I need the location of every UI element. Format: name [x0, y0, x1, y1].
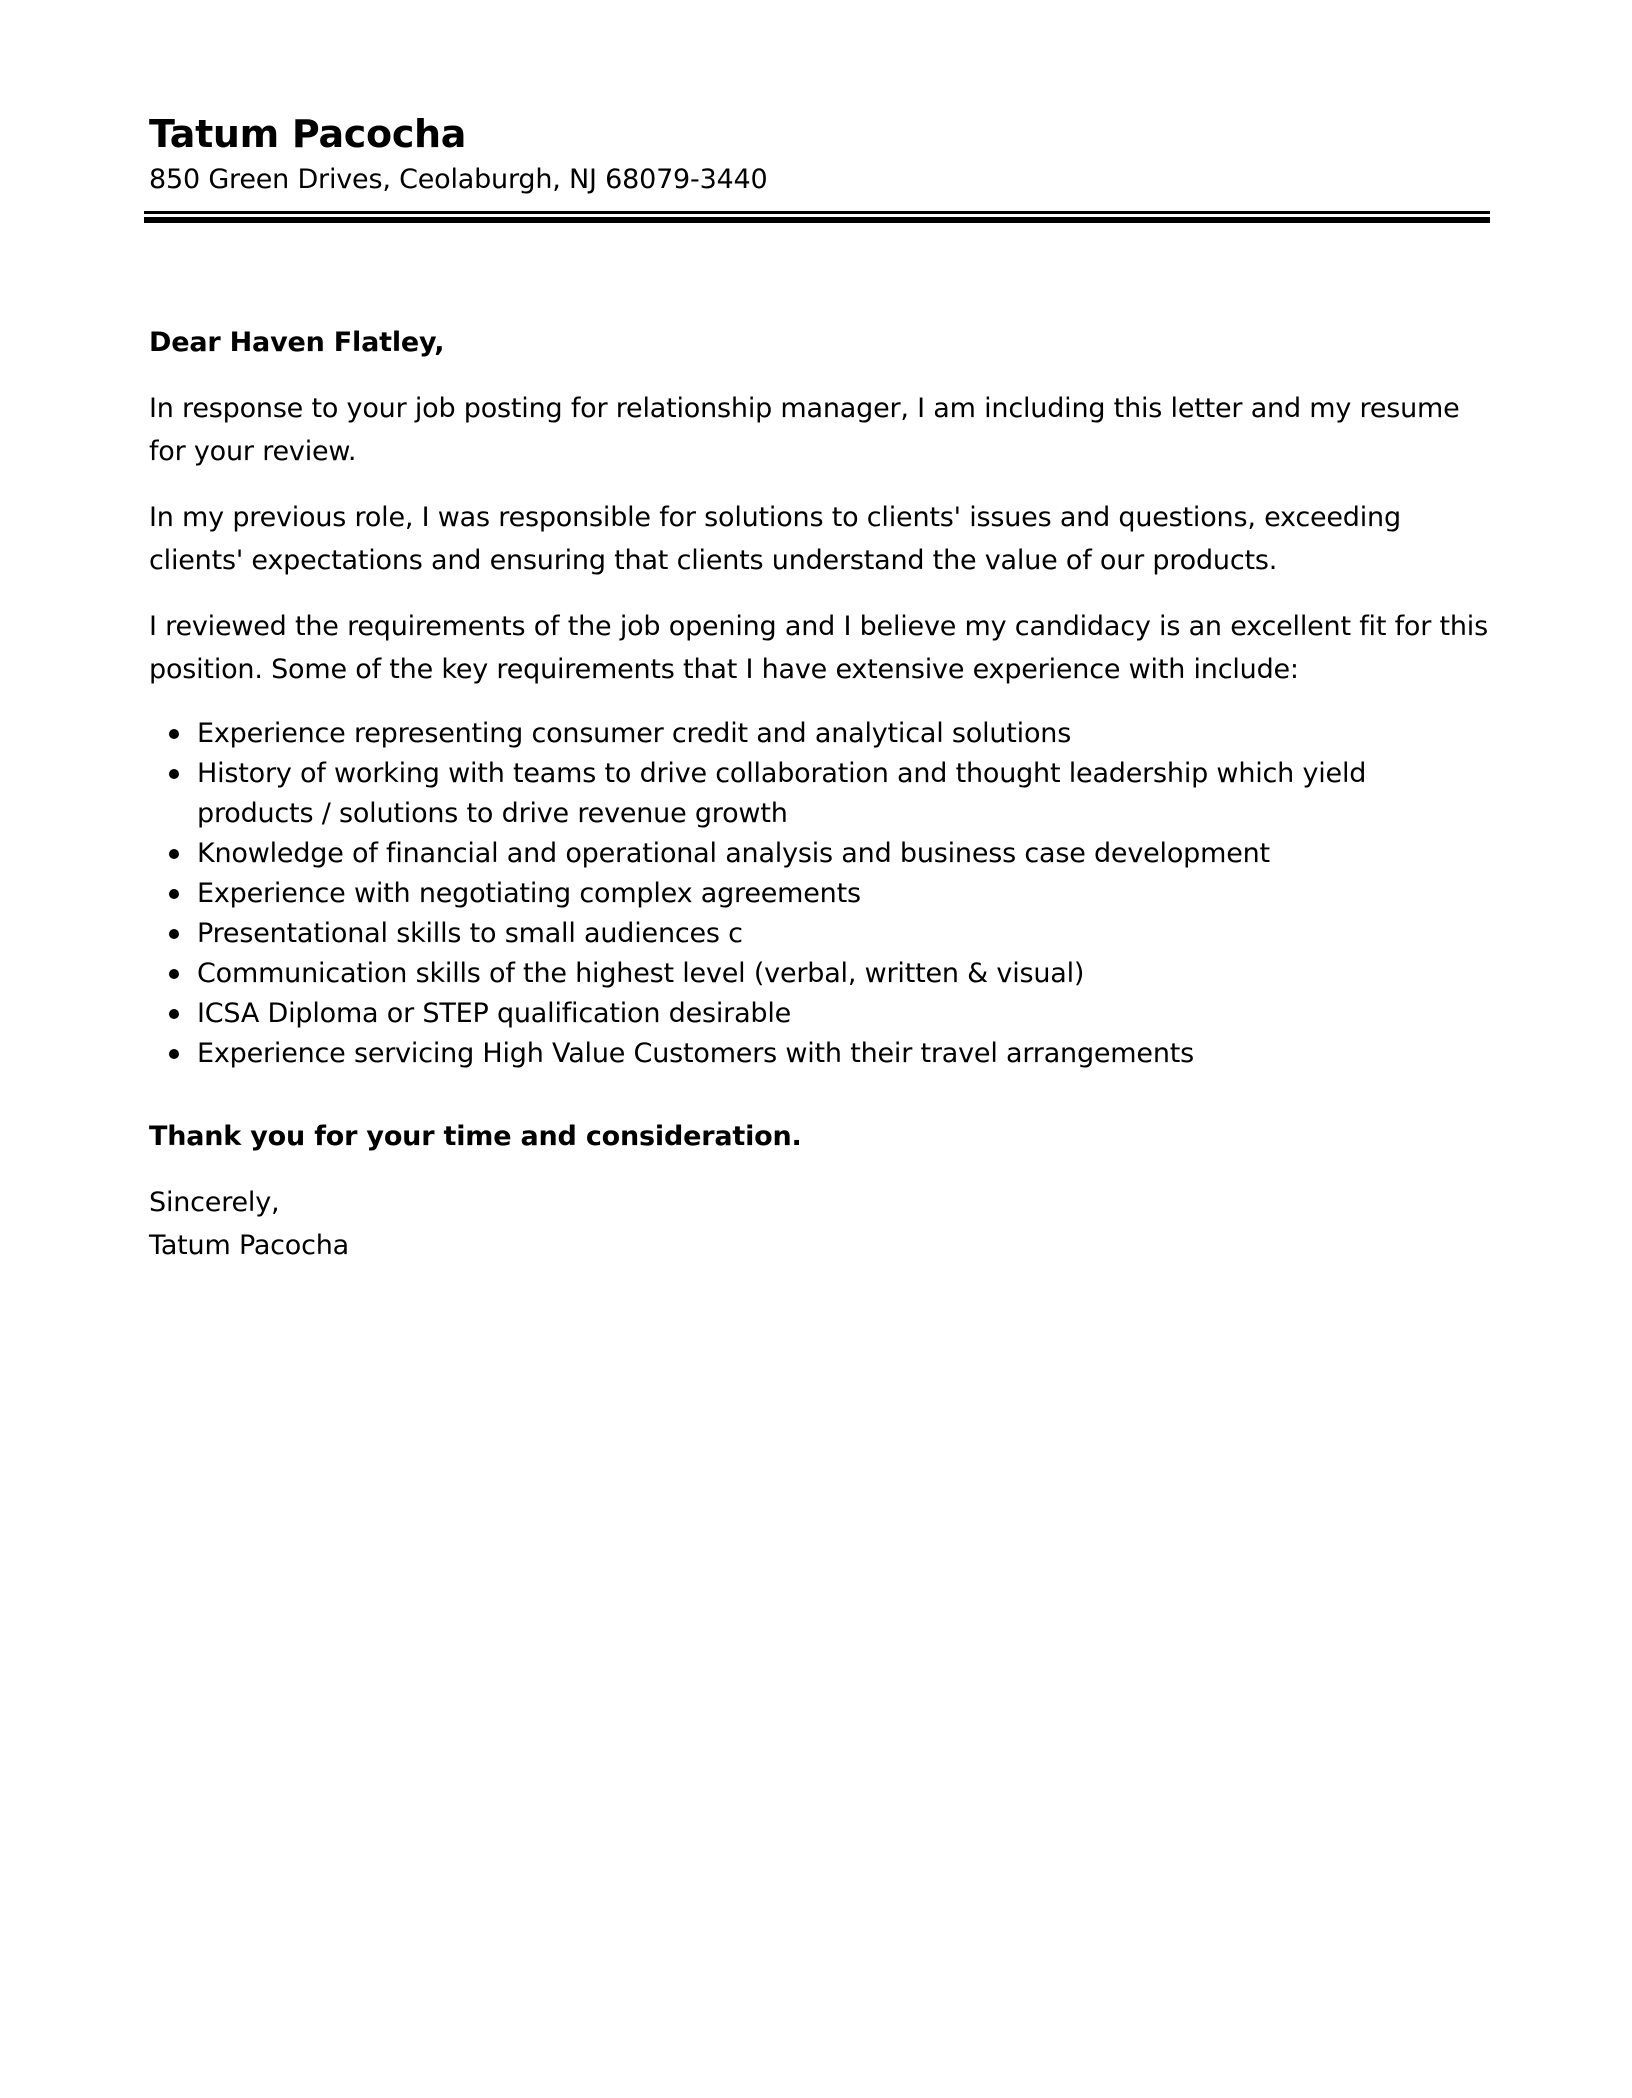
list-item [149, 1034, 1489, 1074]
list-item [149, 954, 1489, 994]
divider-thin-line [144, 211, 1490, 214]
paragraph-requirements-intro: I reviewed the requirements of the job opening and I believe my candidacy is an excellent fit for this position. Some of the key requirements that I have extensive experience with include: [149, 611, 1488, 685]
sender-name: Tatum Pacocha [149, 112, 467, 156]
divider-thick-line [144, 217, 1490, 223]
requirements-list [149, 714, 1489, 1074]
closing-line: Thank you for your time and consideration. [149, 1121, 802, 1152]
bullet-icon [169, 1049, 179, 1059]
list-item [149, 714, 1489, 754]
list-item-text: Experience representing consumer credit and analytical solutions [197, 718, 1072, 749]
signoff: Sincerely, [149, 1187, 280, 1218]
paragraph-intro: In response to your job posting for relationship manager, I am including this letter and my resume for your review. [149, 393, 1460, 467]
list-item [149, 834, 1489, 874]
list-item-text: History of working with teams to drive collaboration and thought leadership which yield products / solutions to drive revenue growth [197, 758, 1367, 829]
bullet-icon [169, 769, 179, 779]
bullet-icon [169, 969, 179, 979]
list-item-text: Experience with negotiating complex agreements [197, 878, 861, 909]
bullet-icon [169, 889, 179, 899]
list-item [149, 994, 1489, 1034]
list-item [149, 914, 1489, 954]
bullet-icon [169, 729, 179, 739]
letter-header [149, 108, 1489, 200]
paragraph-previous-role: In my previous role, I was responsible for solutions to clients' issues and questions, exceeding clients' expectations and ensuring that clients understand the value of our products. [149, 502, 1401, 576]
list-item-text: Presentational skills to small audiences c [197, 918, 743, 949]
signature-name: Tatum Pacocha [149, 1230, 350, 1261]
bullet-icon [169, 1009, 179, 1019]
letter-body [149, 321, 1489, 1267]
salutation: Dear Haven Flatley, [149, 327, 445, 358]
sender-address: 850 Green Drives, Ceolaburgh, NJ 68079-3440 [149, 164, 768, 195]
list-item-text: Knowledge of financial and operational analysis and business case development [197, 838, 1270, 869]
list-item-text: Experience servicing High Value Customers with their travel arrangements [197, 1038, 1194, 1069]
bullet-icon [169, 849, 179, 859]
header-divider [144, 211, 1490, 223]
bullet-icon [169, 929, 179, 939]
list-item [149, 874, 1489, 914]
list-item [149, 754, 1489, 834]
list-item-text: ICSA Diploma or STEP qualification desirable [197, 998, 792, 1029]
list-item-text: Communication skills of the highest level (verbal, written & visual) [197, 958, 1085, 989]
